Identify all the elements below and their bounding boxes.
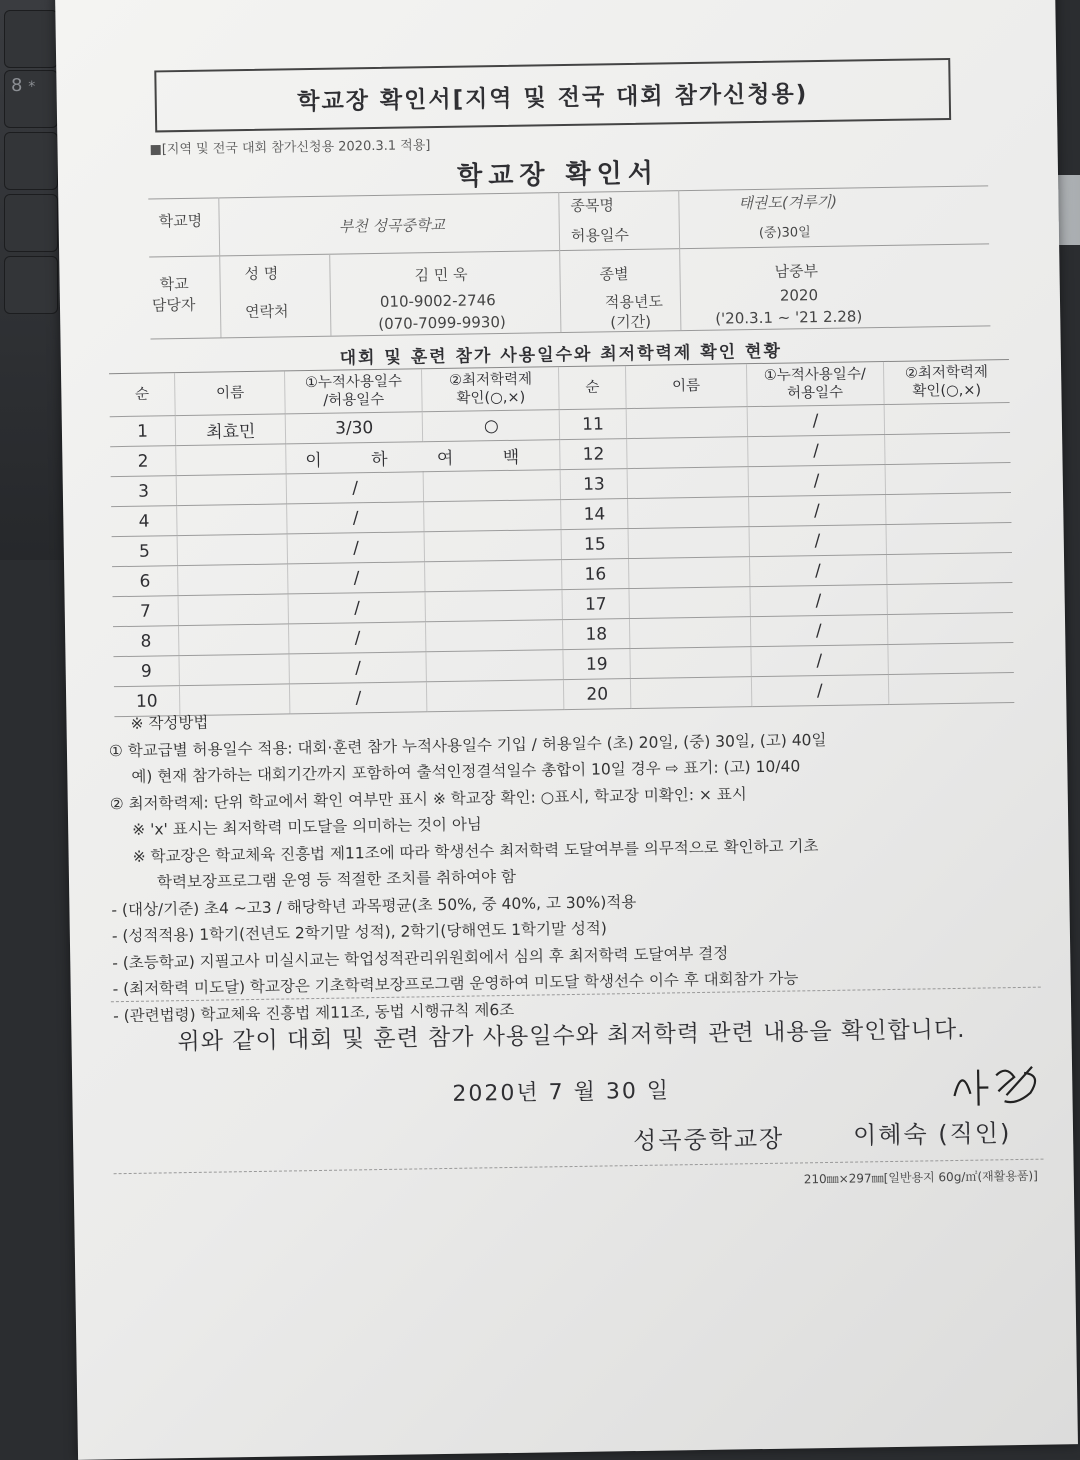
table-row: 1 최효민 3/30 ○ 11 / bbox=[110, 403, 1010, 447]
event-value: 태권도(겨루기) bbox=[738, 192, 838, 213]
keyboard-key bbox=[4, 194, 58, 252]
name-label: 성 명 bbox=[244, 264, 279, 284]
paper-spec-footer: 210㎜×297㎜[일반용지 60g/㎡(재활용품)] bbox=[803, 1168, 1038, 1187]
divider bbox=[149, 243, 989, 257]
period-value: ('20.3.1 ~ '21 2.28) bbox=[715, 307, 863, 328]
key-label: * bbox=[28, 79, 36, 95]
contact-label: 연락처 bbox=[244, 302, 289, 322]
contact-phone-alt: (070-7099-9930) bbox=[378, 312, 506, 333]
table-row: 10 / 20 / bbox=[114, 673, 1014, 717]
event-label: 종목명 bbox=[570, 196, 615, 215]
status-table bbox=[109, 359, 1014, 717]
confirmation-statement: 위와 같이 대회 및 훈련 참가 사용일수와 최저학력 관련 내용을 확인합니다. bbox=[177, 1016, 966, 1056]
gender-value: 남중부 bbox=[774, 262, 819, 281]
section-title: 대회 및 훈련 참가 사용일수와 최저학력제 확인 현황 bbox=[339, 341, 783, 369]
manager-name: 김 민 욱 bbox=[414, 265, 468, 285]
table-row: 5 / 15 / bbox=[112, 523, 1012, 567]
note-line: ① 학교급별 허용일수 적용: 대회·훈련 참가 누적사용일수 기입 / 허용일수 (초) 20일, (중) 30일, (고) 40일 bbox=[108, 730, 827, 760]
school-principal-title: 성곡중학교장 bbox=[632, 1124, 785, 1156]
table-row: 2 이 하 여 백 12 / bbox=[110, 433, 1010, 477]
year-label: 적용년도 bbox=[604, 292, 664, 312]
keyboard-key bbox=[4, 10, 58, 68]
note-line: - (최저학력 미도달) 학교장은 기초학력보장프로그램 운영하여 미도달 학생선수 이수 후 대회참가 가능 bbox=[112, 969, 799, 999]
note-line: ② 최저학력제: 단위 학교에서 확인 여부만 표시 ※ 학교장 확인: ○표시, 학교장 미확인: × 표시 bbox=[109, 784, 747, 813]
divider bbox=[678, 190, 681, 330]
document-paper bbox=[55, 0, 1078, 1460]
table-row: 7 / 17 / bbox=[113, 583, 1013, 627]
issue-date: 2020년 7 월 30 일 bbox=[452, 1078, 671, 1107]
divider bbox=[218, 197, 221, 337]
note-line: - (초등학교) 지필고사 미실시교는 학업성적관리위원회에서 심의 후 최저학력 도달여부 결정 bbox=[112, 944, 729, 972]
form-subnote: ■[지역 및 전국 대회 참가신청용 2020.3.1 적용] bbox=[149, 138, 431, 158]
note-line: - (대상/기준) 초4 ~고3 / 해당학년 과목평균(초 50%, 중 40%, 고 30%)적용 bbox=[111, 892, 637, 919]
school-name-label: 학교명 bbox=[158, 211, 203, 231]
document-title: 학교장 확인서 bbox=[456, 158, 660, 192]
note-line: - (성적적용) 1학기(전년도 2학기말 성적), 2학기(당해연도 1학기말 성적) bbox=[111, 919, 608, 946]
note-line: ※ 학교장은 학교체육 진흥법 제11조에 따라 학생선수 최저학력 도달여부를 의무적으로 확인하고 기초 bbox=[132, 836, 819, 866]
note-line: 예) 현재 참가하는 대회기간까지 포함하여 출석인정결석일수 총합이 10일 경우 ⇨ 표기: (고) 10/40 bbox=[131, 757, 801, 786]
instructions bbox=[108, 696, 1053, 1029]
divider bbox=[558, 192, 561, 332]
note-line: ※ 'x' 표시는 최저학력 미도달을 의미하는 것이 아님 bbox=[132, 815, 482, 839]
manager-label: 담당자 bbox=[151, 295, 196, 315]
divider bbox=[329, 254, 331, 336]
table-row: 9 / 19 / bbox=[113, 643, 1013, 687]
school-name-value: 부천 성곡중학교 bbox=[338, 215, 446, 236]
table-row: 8 / 18 / bbox=[113, 613, 1013, 657]
note-line: - (관련법령) 학교체육 진흥법 제11조, 동법 시행규칙 제6조 bbox=[112, 1000, 515, 1025]
keyboard-key bbox=[4, 256, 58, 314]
col-no: 순 bbox=[559, 366, 626, 410]
table-row: 3 / 13 / bbox=[111, 463, 1011, 507]
note-line: ※ 작성방법 bbox=[130, 713, 209, 733]
col-days: ①누적사용일수 /허용일수 bbox=[285, 369, 423, 414]
year-value: 2020 bbox=[779, 286, 819, 305]
allowed-days-label: 허용일수 bbox=[570, 226, 630, 245]
col-check: ②최저학력제 확인(○,×) bbox=[422, 367, 560, 412]
note-line: 학력보장프로그램 운영 등 적절한 조치를 취하여야 함 bbox=[156, 867, 517, 892]
header-title-box: 학교장 확인서[지역 및 전국 대회 참가신청용) bbox=[154, 58, 951, 132]
table-row: 4 / 14 / bbox=[111, 493, 1011, 537]
col-days: ①누적사용일수/ 허용일수 bbox=[746, 362, 884, 407]
key-label: 8 bbox=[11, 75, 23, 96]
keyboard-key bbox=[4, 70, 58, 128]
manager-label: 학교 bbox=[159, 274, 189, 294]
col-no: 순 bbox=[109, 373, 175, 417]
signature-icon bbox=[944, 1054, 1055, 1116]
blank-note: 이 하 여 백 bbox=[286, 440, 561, 474]
col-name: 이름 bbox=[175, 371, 286, 416]
year-label: (기간) bbox=[610, 312, 652, 332]
principal-name: 이혜숙 (직인) bbox=[852, 1119, 1012, 1150]
gender-label: 종별 bbox=[599, 265, 629, 284]
col-name: 이름 bbox=[625, 364, 746, 409]
col-check: ②최저학력제 확인(○,×) bbox=[883, 360, 1009, 405]
table-row: 6 / 16 / bbox=[112, 553, 1012, 597]
allowed-days-value: (중)30일 bbox=[758, 225, 811, 241]
keyboard-key bbox=[4, 132, 58, 190]
contact-phone: 010-9002-2746 bbox=[379, 291, 496, 311]
